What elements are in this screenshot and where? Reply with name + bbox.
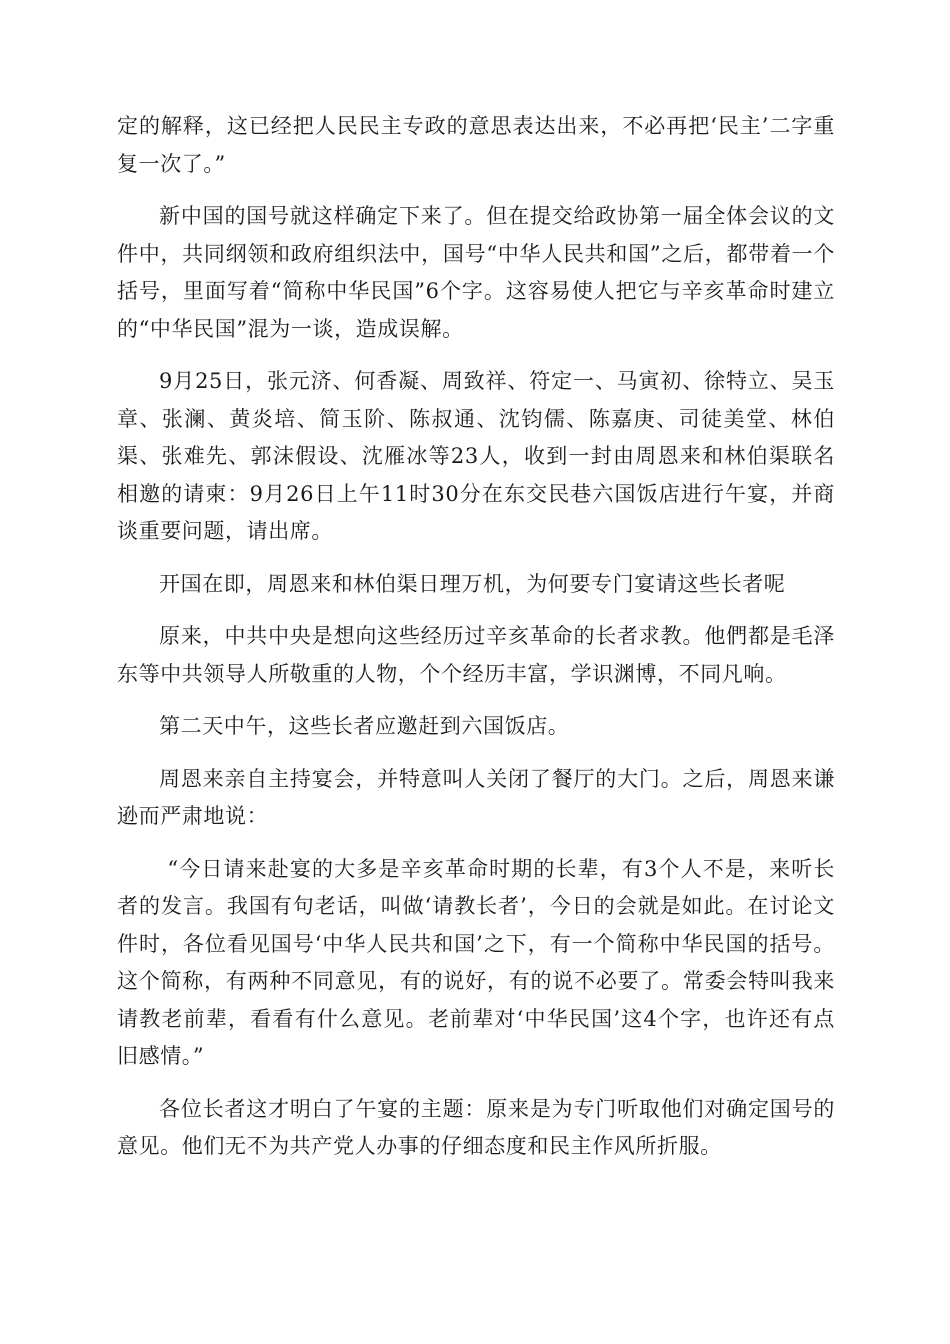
document-body [117,108,835,1181]
paragraph-9: 各位长者这才明白了午宴的主题：原来是为专门听取他们对确定国号的意见。他们无不为共产党人办事的仔细态度和民主作风所折服。 [117,1096,835,1158]
paragraph-2: 新中国的国号就这样确定下来了。但在提交给政协第一届全体会议的文件中，共同纲领和政府组织法中，国号“中华人民共和国”之后，都带着一个括号，里面写着“简称中华民国”6个字。这容易使人把它与辛亥革命时建立的“中华民国”混为一谈，造成误解。 [117,204,835,341]
paragraph-7: 周恩来亲自主持宴会，并特意叫人关闭了餐厅的大门。之后，周恩来谦逊而严肃地说： [117,766,835,828]
paragraph-8-quote: “今日请来赴宴的大多是辛亥革命时期的长辈，有3个人不是，来听长者的发言。我国有句老话，叫做‘请教长者’，今日的会就是如此。在讨论文件时，各位看见国号‘中华人民共和国’之下，有一个简称中华民国的括号。这个简称，有两种不同意见，有的说好，有的说不必要了。常委会特叫我来请教老前辈，看看有什么意见。老前辈对‘中华民国’这4个字，也许还有点旧感情。” [117,856,835,1068]
paragraph-6: 第二天中午，这些长者应邀赶到六国饭店。 [159,714,570,738]
paragraph-3: 9月25日，张元济、何香凝、周致祥、符定一、马寅初、徐特立、吴玉章、张澜、黄炎培、简玉阶、陈叔通、沈钧儒、陈嘉庚、司徒美堂、林伯渠、张难先、郭沫假设、沈雁冰等23人，收到一封由周恩来和林伯渠联名相邀的请柬：9月26日上午11时30分在东交民巷六国饭店进行午宴，并商谈重要问题，请出席。 [117,369,835,543]
paragraph-1: 定的解释，这已经把人民民主专政的意思表达出来，不必再把‘民主’二字重复一次了。” [117,114,835,176]
paragraph-5: 原来，中共中央是想向这些经历过辛亥革命的长者求教。他們都是毛泽东等中共领导人所敬重的人物，个个经历丰富，学识渊博，不同凡响。 [117,624,835,686]
paragraph-4: 开国在即，周恩来和林伯渠日理万机，为何要专门宴请这些长者呢 [159,571,786,596]
